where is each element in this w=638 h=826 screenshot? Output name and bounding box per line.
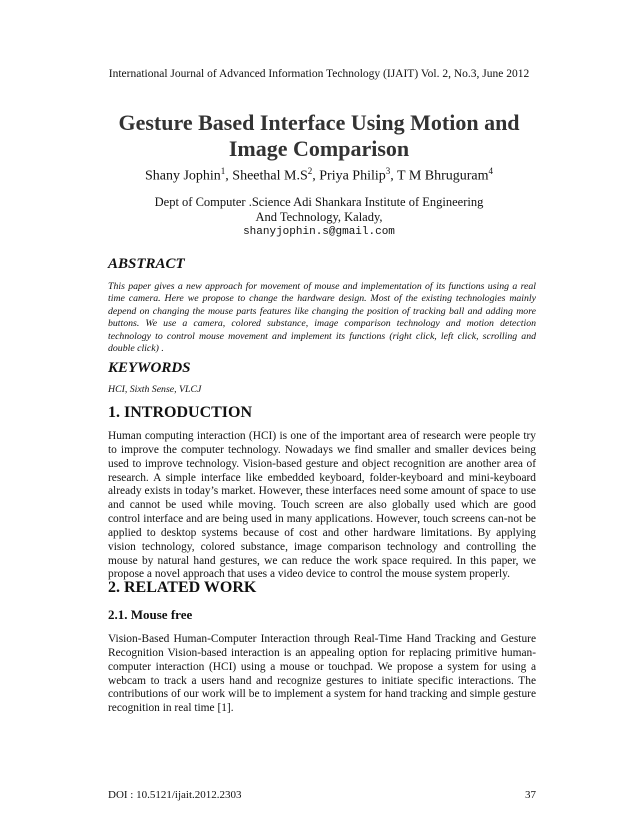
author-name: T M Bhruguram <box>397 168 489 184</box>
introduction-heading: 1. INTRODUCTION <box>108 404 253 421</box>
related-work-text: Vision-Based Human-Computer Interaction through Real-Time Hand Tracking and Gesture Recognition Vision-based interaction is an appealing option for replacing primitive human-computer interaction (HCI) using a mouse or touchpad. We propose a system for using a webcam to track a users hand and recognize gestures to initiate specific interactions. The contributions of our work will be to implement a system for hand tracking and simple gesture recognition in real time [1]. <box>108 633 536 715</box>
introduction-text: Human computing interaction (HCI) is one of the important area of research were people try to improve the computer technology. Nowadays we find smaller and smaller devices being used to improve technology. Vision-based gesture and object recognition are another area of research. A simple interface like embedded keyboard, folder-keyboard and mini-keyboard already exists in today’s market. However, these interfaces need some amount of space to use and cannot be used while moving. Touch screen are also globally used which are good control interface and are being used in many applications. However, touch screens can-not be applied to desktop systems because of cost and other hardware limitations. By applying vision technology, colored substance, image comparison technology and controlling the mouse by natural hand gestures, we can reduce the work space required. In this paper, we propose a novel approach that uses a video device to control the mouse system properly. <box>108 430 536 581</box>
author-separator: , <box>312 168 320 184</box>
page-number: 37 <box>525 789 536 801</box>
related-work-heading: 2. RELATED WORK <box>108 579 257 596</box>
keywords-heading: KEYWORDS <box>108 360 191 376</box>
author-affil-mark: 3 <box>385 166 391 176</box>
abstract-text: This paper gives a new approach for movement of mouse and implementation of its functions using a real time camera. Here we propose to change the hardware design. Most of the existing technologies mainly depend on changing the mouse parts features like changing the position of tracking ball and adding more buttons. We use a camera, colored substance, image comparison technology and motion detection technology to control mouse movement and implement its functions (right click, left click, scrolling and double click) . <box>108 281 536 355</box>
journal-header: International Journal of Advanced Information Technology (IJAIT) Vol. 2, No.3, June 2012 <box>108 68 530 80</box>
affiliation-line-1: Dept of Computer .Science Adi Shankara Institute of Engineering <box>154 195 484 209</box>
mouse-free-subheading: 2.1. Mouse free <box>108 607 193 622</box>
author-affil-mark: 4 <box>488 166 494 176</box>
keywords-text: HCI, Sixth Sense, VLCJ <box>108 384 202 395</box>
author-list <box>0 166 638 185</box>
author-separator: , <box>225 168 233 184</box>
affiliation <box>0 195 638 240</box>
author-name: Priya Philip <box>319 168 386 184</box>
author-affil-mark: 2 <box>307 166 313 176</box>
author-name: Shany Jophin <box>144 168 221 184</box>
paper-title: Gesture Based Interface Using Motion and Image Comparison <box>118 110 520 161</box>
author-affil-mark: 1 <box>220 166 226 176</box>
doi: DOI : 10.5121/ijait.2012.2303 <box>108 789 242 801</box>
author-email[interactable]: shanyjophin.s@gmail.com <box>243 226 395 238</box>
author-name: Sheethal M.S <box>232 168 308 184</box>
affiliation-line-2: And Technology, Kalady, <box>255 210 383 224</box>
author-separator: , <box>390 168 398 184</box>
abstract-heading: ABSTRACT <box>108 256 185 272</box>
